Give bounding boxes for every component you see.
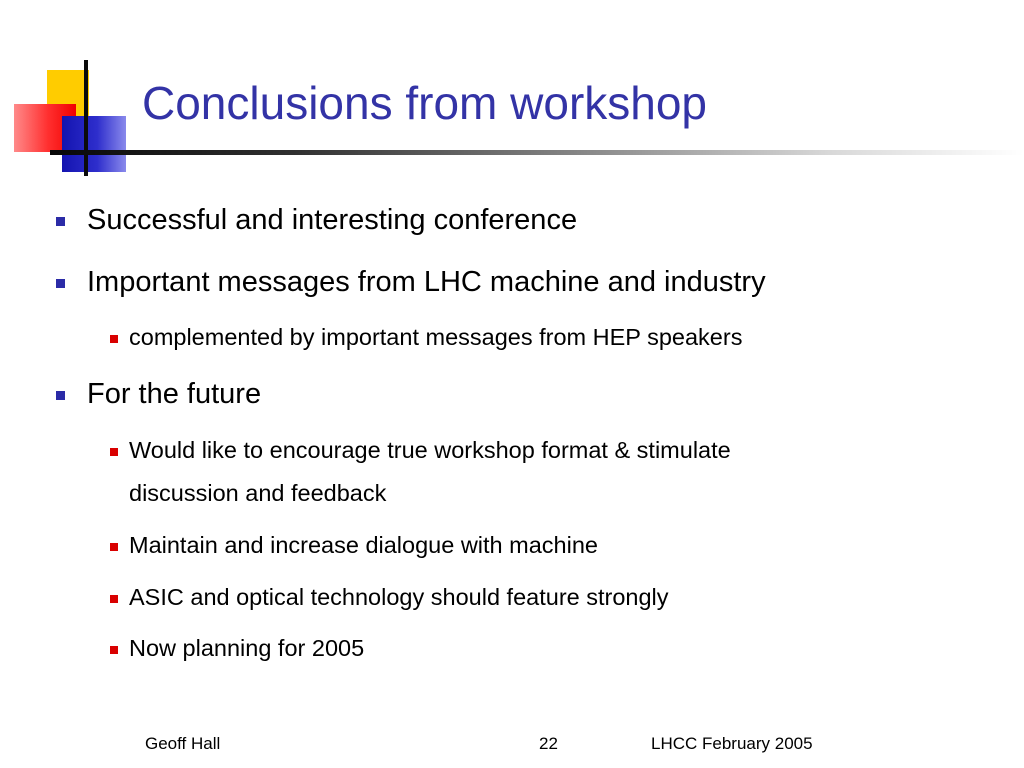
sub-bullet-text: Would like to encourage true workshop format & stimulate bbox=[129, 437, 731, 463]
bullet-text: Successful and interesting conference bbox=[87, 204, 578, 236]
level1-bullet-marker bbox=[56, 391, 65, 400]
sub-bullet-text: ASIC and optical technology should feature strongly bbox=[129, 584, 669, 610]
footer-event: LHCC February 2005 bbox=[651, 734, 813, 753]
slide-title: Conclusions from workshop bbox=[142, 77, 708, 129]
sub-bullet-text-continuation: discussion and feedback bbox=[129, 480, 387, 506]
bullet-text: Important messages from LHC machine and industry bbox=[87, 266, 766, 298]
level2-bullet-marker bbox=[110, 335, 118, 343]
level2-bullet-marker bbox=[110, 595, 118, 603]
level1-bullet-marker bbox=[56, 279, 65, 288]
level1-bullet-marker bbox=[56, 217, 65, 226]
footer-author: Geoff Hall bbox=[145, 734, 221, 753]
footer-page-number: 22 bbox=[539, 734, 558, 753]
level2-bullet-marker bbox=[110, 646, 118, 654]
sub-bullet-text: Maintain and increase dialogue with machine bbox=[129, 532, 598, 558]
level2-bullet-marker bbox=[110, 448, 118, 456]
sub-bullet-text: complemented by important messages from HEP speakers bbox=[129, 324, 743, 350]
bullet-text: For the future bbox=[87, 378, 262, 410]
sub-bullet-text: Now planning for 2005 bbox=[129, 635, 365, 661]
level2-bullet-marker bbox=[110, 543, 118, 551]
